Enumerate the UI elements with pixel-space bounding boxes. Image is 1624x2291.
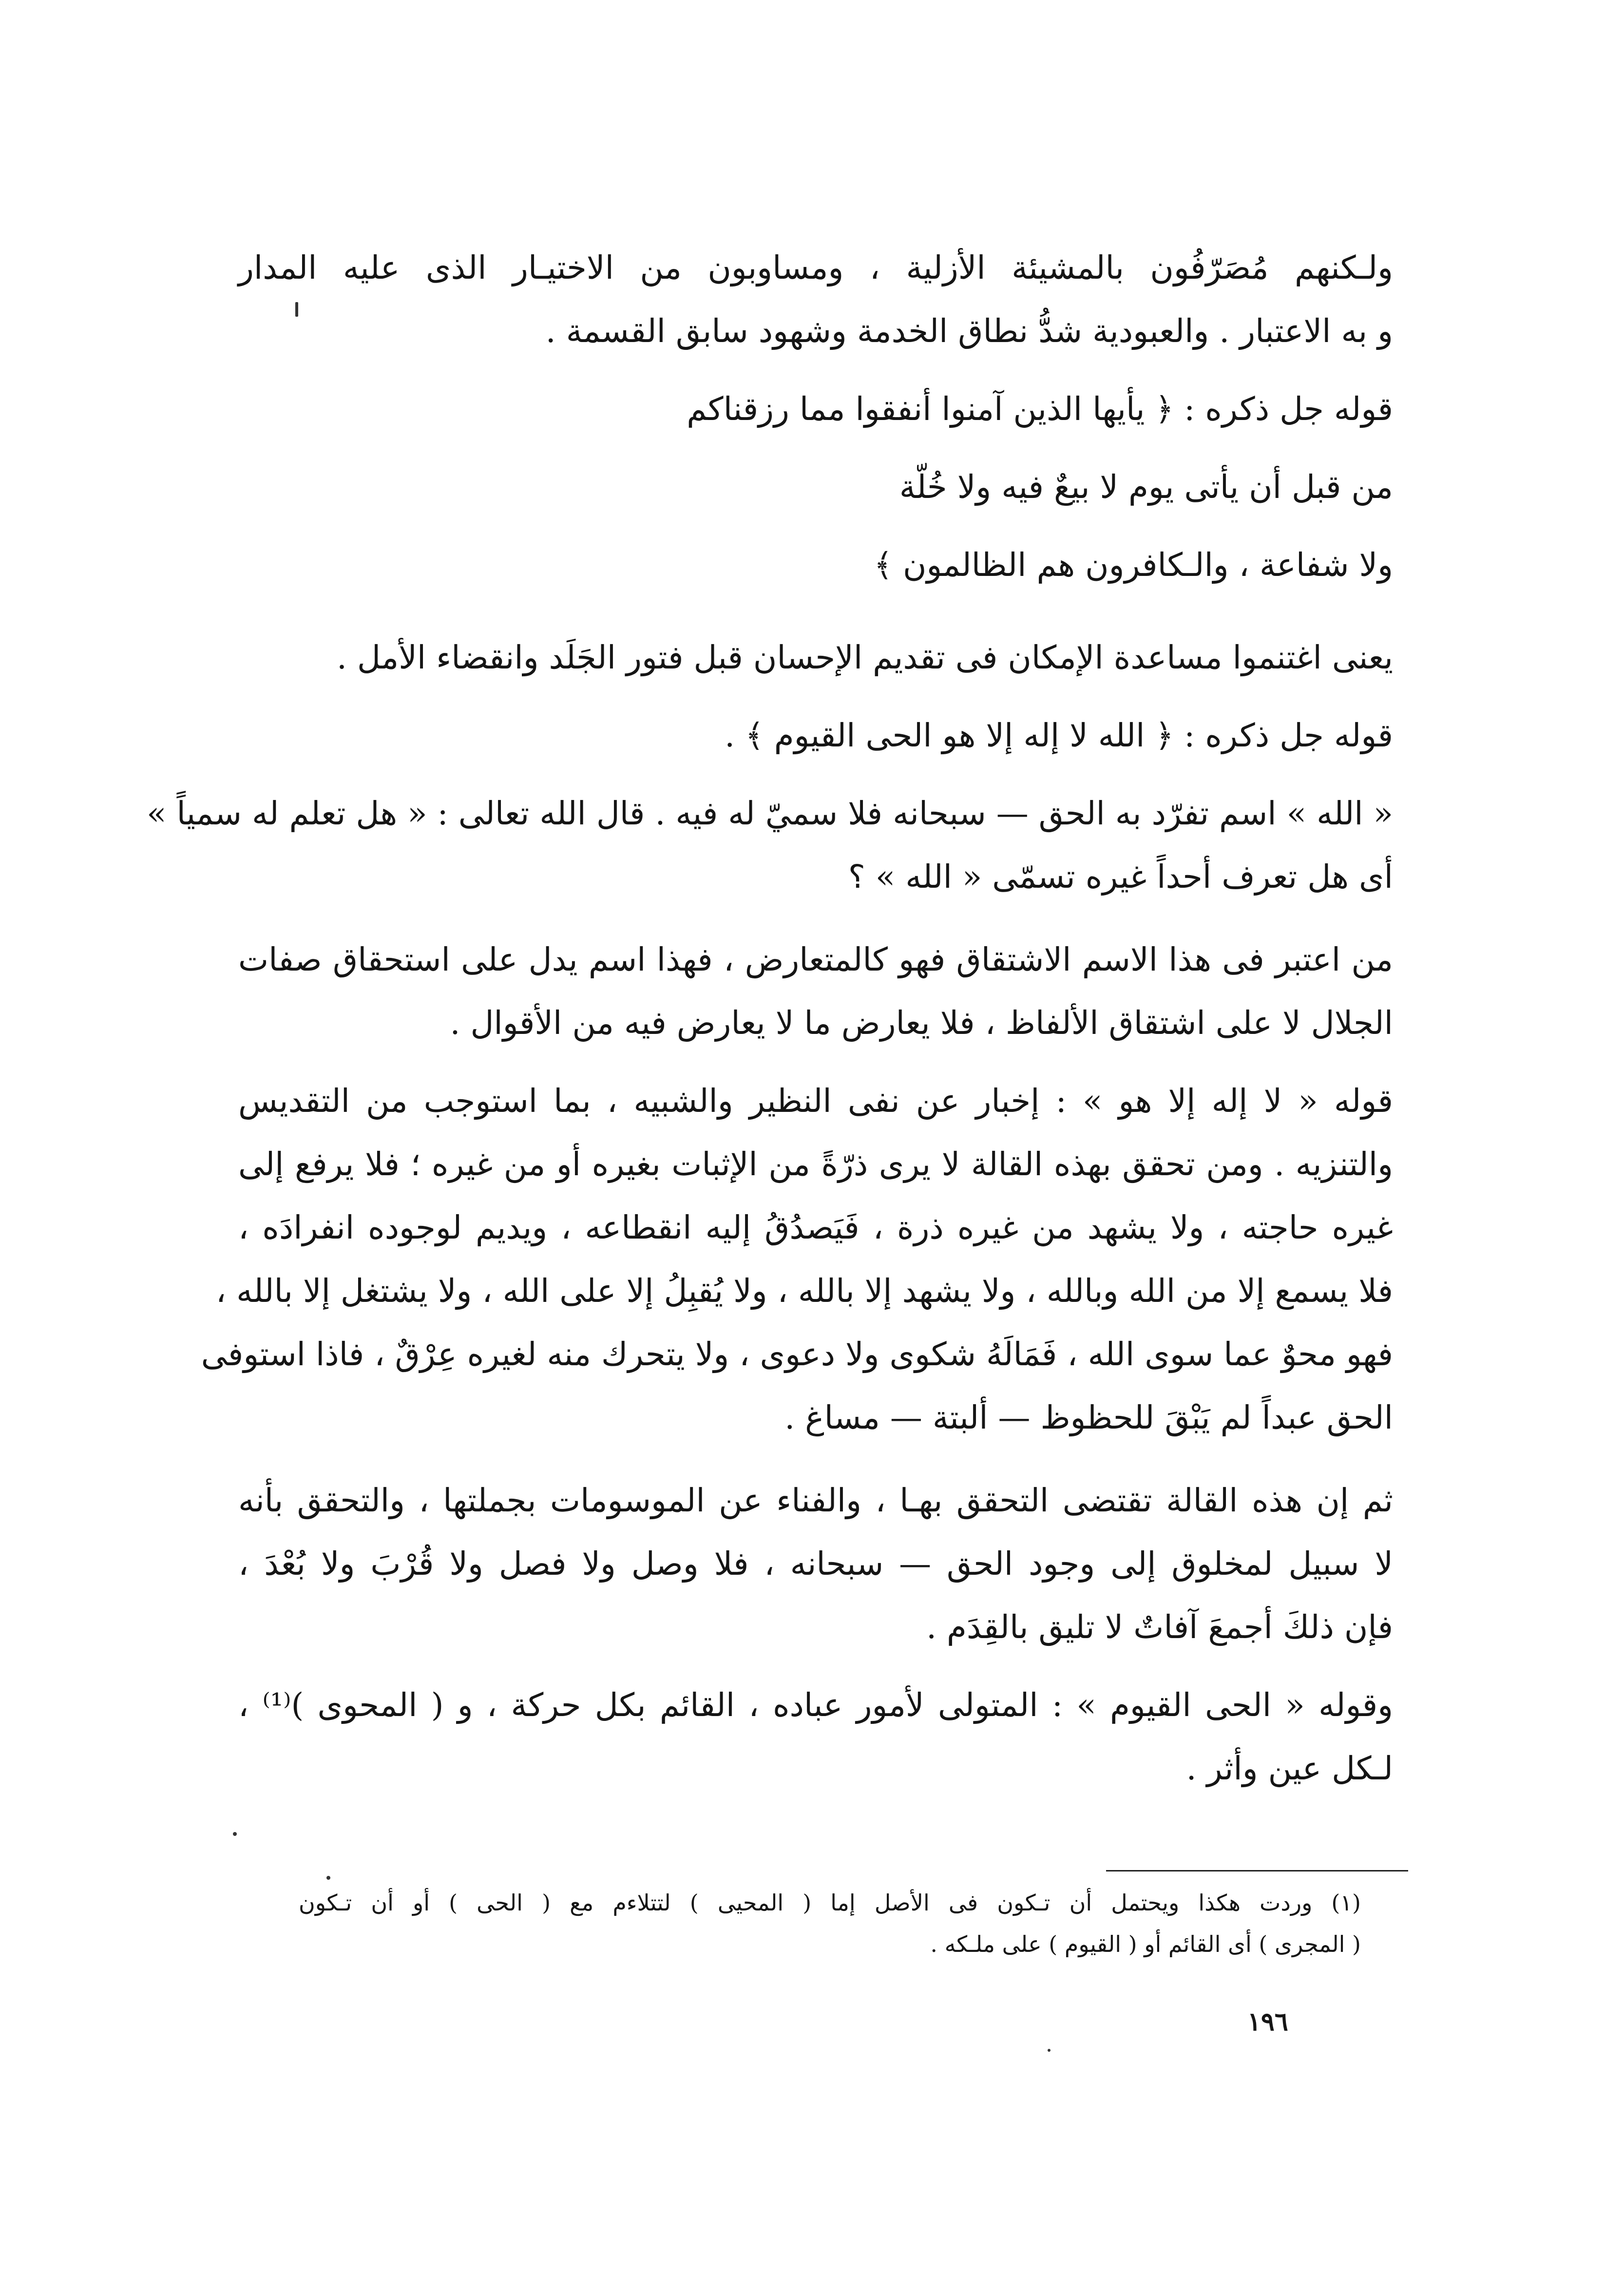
scan-speck: [295, 302, 298, 317]
text-line-9: أى هل تعرف أحداً غيره تسمّى « الله » ؟: [848, 858, 1393, 896]
footnote-divider: [1106, 1870, 1408, 1871]
verse-line-3: ولا شفاعة ، والـكافرون هم الظالمون ﴾: [874, 546, 1393, 584]
footnote-line-2: ( المجرى ) أى القائم أو ( القيوم ) على ملـكه .: [930, 1931, 1361, 1957]
verse-line-2: من قبل أن يأتى يوم لا بيعٌ فيه ولا خُلّة: [899, 468, 1393, 506]
text-line-1: ولـكنهم مُصَرّفُون بالمشيئة الأزلية ، ومساوبون من الاختيـار الذى عليه المدار: [238, 249, 1393, 286]
text-line-16: فهو محوٌ عما سوى الله ، فَمَالَهُ شكوى ولا دعوى ، ولا يتحرك منه لغيره عِرْقٌ ، فاذا استوفى: [201, 1336, 1393, 1373]
text-line-11: الجلال لا على اشتقاق الألفاظ ، فلا يعارض ما لا يعارض فيه من الأقوال .: [450, 1004, 1393, 1042]
text-line-8: « الله » اسم تفرّد به الحق — سبحانه فلا سميّ له فيه . قال الله تعالى : « هل تعلم له سمياً »: [147, 795, 1393, 832]
text-line-18: ثم إن هذه القالة تقتضى التحقق بهـا ، والفناء عن الموسومات بجملتها ، والتحقق بأنه: [238, 1482, 1393, 1519]
text-line-21: وقوله « الحى القيوم » : المتولى لأمور عباده ، القائم بكل حركة ، و ( المحوى )⁽¹⁾ ،: [238, 1686, 1393, 1724]
text-line-2: و به الاعتبار . والعبودية شدُّ نطاق الخدمة وشهود سابق القسمة .: [545, 312, 1393, 350]
text-line-17: الحق عبداً لم يَبْقَ للحظوظ — ألبتة — مساغ .: [784, 1399, 1393, 1436]
text-line-15: فلا يسمع إلا من الله وبالله ، ولا يشهد إلا بالله ، ولا يُقبِلُ إلا على الله ، ولا يشتغل إلا بالله ،: [215, 1272, 1393, 1310]
verse-line-1: قوله جل ذكره : ﴿ يأيها الذين آمنوا أنفقوا مما رزقناكم: [687, 390, 1393, 428]
text-line-14: غيره حاجته ، ولا يشهد من غيره ذرة ، فَيَصدُقُ إليه انقطاعه ، ويديم لوجوده انفرادَه ،: [238, 1209, 1393, 1246]
text-line-6: يعنى اغتنموا مساعدة الإمكان فى تقديم الإحسان قبل فتور الجَلَد وانقضاء الأمل .: [336, 639, 1393, 676]
page-number: ١٩٦: [1247, 2007, 1288, 2037]
text-line-10: من اعتبر فى هذا الاسم الاشتقاق فهو كالمتعارض ، فهذا اسم يدل على استحقاق صفات: [238, 941, 1393, 978]
text-line-20: فإن ذلكَ أجمعَ آفاتٌ لا تليق بالقِدَم .: [926, 1608, 1393, 1646]
scan-speck: [1048, 2049, 1051, 2052]
scan-speck: [233, 1832, 237, 1836]
text-line-22: لـكل عين وأثر .: [1186, 1750, 1393, 1787]
footnote-line-1: (١) وردت هكذا ويحتمل أن تـكون فى الأصل إما ( المحيى ) لتتلاءم مع ( الحى ) أو أن تـكون: [299, 1890, 1361, 1916]
verse-heading: قوله جل ذكره : ﴿ الله لا إله إلا هو الحى القيوم ﴾ .: [725, 717, 1393, 754]
text-line-12: قوله « لا إله إلا هو » : إخبار عن نفى النظير والشبيه ، بما استوجب من التقديس: [238, 1082, 1393, 1120]
text-line-19: لا سبيل لمخلوق إلى وجود الحق — سبحانه ، فلا وصل ولا فصل ولا قُرْبَ ولا بُعْدَ ،: [238, 1545, 1393, 1583]
scan-speck: [326, 1876, 330, 1880]
text-line-13: والتنزيه . ومن تحقق بهذه القالة لا يرى ذرّةً من الإثبات بغيره أو من غيره ؛ فلا يرفع إلى: [238, 1146, 1393, 1183]
